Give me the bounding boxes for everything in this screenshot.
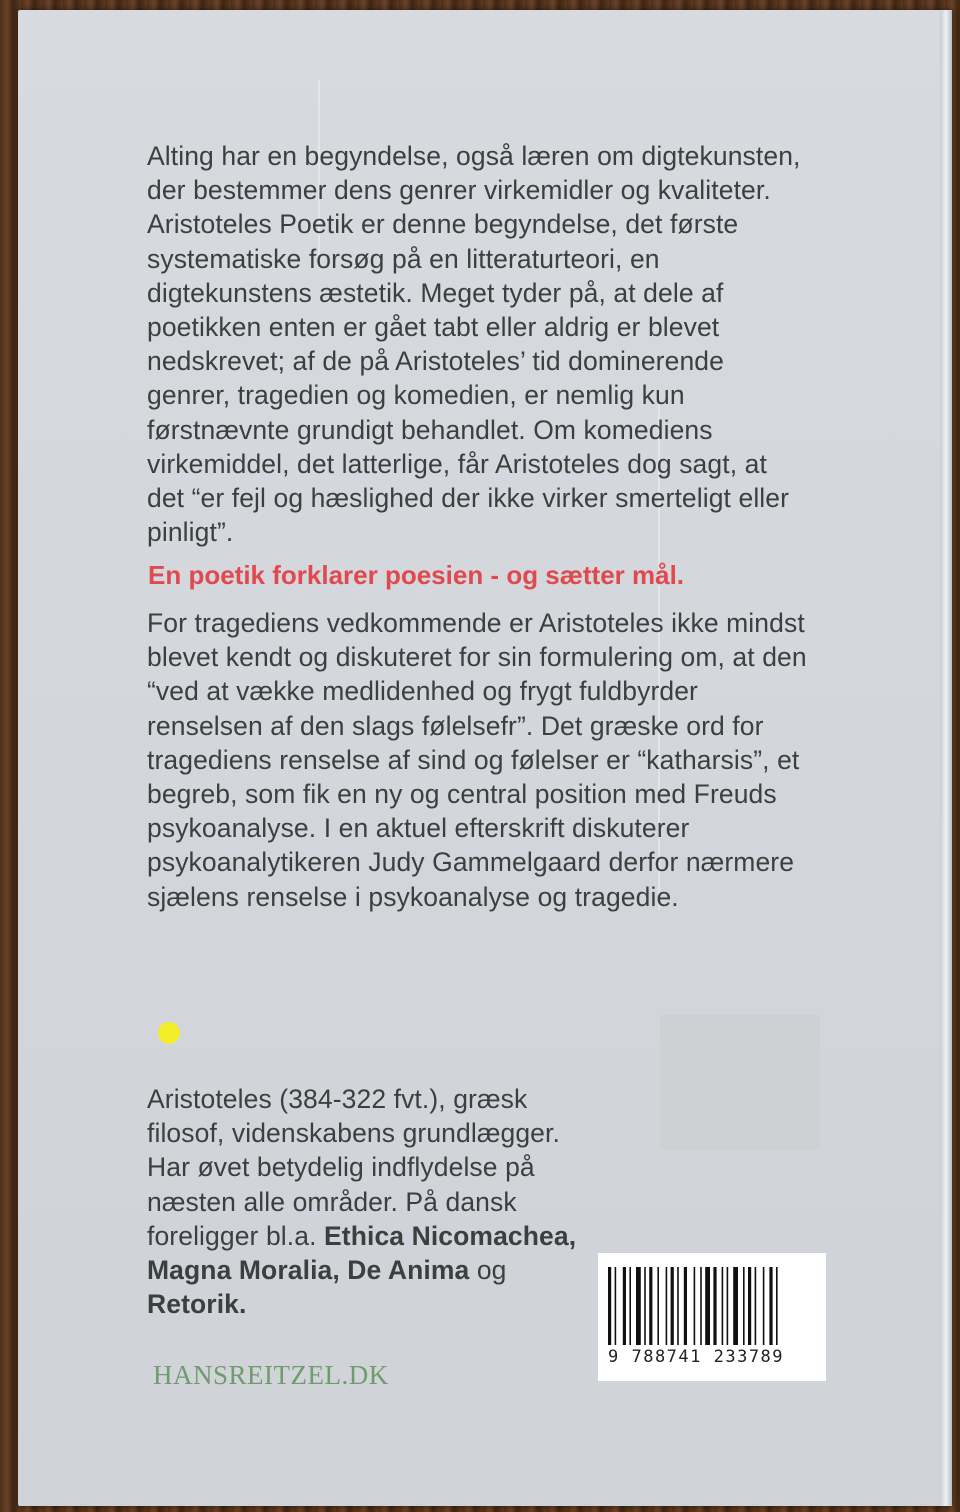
author-works-list: Ethica Nicomachea, Magna Moralia, De Anima bbox=[147, 1220, 577, 1286]
author-bio-text: Aristoteles (384-322 fvt.), græsk filosof, videnskabens grundlægger. Har øvet betydelig indflydelse på næsten alle områder. På dansk foreligger bl.a. bbox=[147, 1084, 560, 1251]
cover-edge bbox=[940, 10, 952, 1506]
author-works-joiner: og bbox=[476, 1255, 507, 1286]
author-works-last: Retorik. bbox=[147, 1289, 247, 1320]
barcode-label bbox=[598, 1253, 826, 1381]
removed-price-sticker-mark bbox=[660, 1015, 820, 1150]
yellow-sticker-dot bbox=[158, 1022, 180, 1044]
barcode-icon bbox=[608, 1267, 816, 1345]
description-paragraph-1: Alting har en begyndelse, også læren om digtekunsten, der bestemmer dens genrer virkemidler og kvaliteter. Aristoteles Poetik er denne begyndelse, det første systematiske forsøg på en litteraturteori, en digtekunstens æstetik. Meget tyder på, at dele af poetikken enten er gået tabt eller aldrig er blevet nedskrevet; af de på Aristoteles’ tid dominerende genrer, tragedien og komedien, er nemlig kun førstnævnte grundigt behandlet. Om komediens virkemiddel, det latterlige, får Aristoteles dog sagt, at det “er fejl og hæslighed der ikke virker smerteligt eller pinligt”. bbox=[147, 141, 801, 548]
description-paragraph-2: For tragediens vedkommende er Aristoteles ikke mindst blevet kendt og diskuteret for sin formulering om, at den “ved at vække medlidenhed og frygt fuldbyrder renselsen af den slags følelsefr”. Det græske ord for tragediens renselse af sind og følelser er “katharsis”, et begreb, som fik en ny og central position med Freuds psykoanalyse. I en aktuel efterskrift diskuterer psykoanalytikeren Judy Gammelgaard derfor nærmere sjælens renselse i psykoanalyse og tragedie. bbox=[147, 608, 807, 912]
publisher-website: HANSREITZEL.DK bbox=[153, 1360, 389, 1390]
isbn-number: 9 788741 233789 bbox=[608, 1347, 785, 1367]
author-bio bbox=[147, 1082, 587, 1321]
red-tagline: En poetik forklarer poesien - og sætter mål. bbox=[148, 560, 685, 590]
